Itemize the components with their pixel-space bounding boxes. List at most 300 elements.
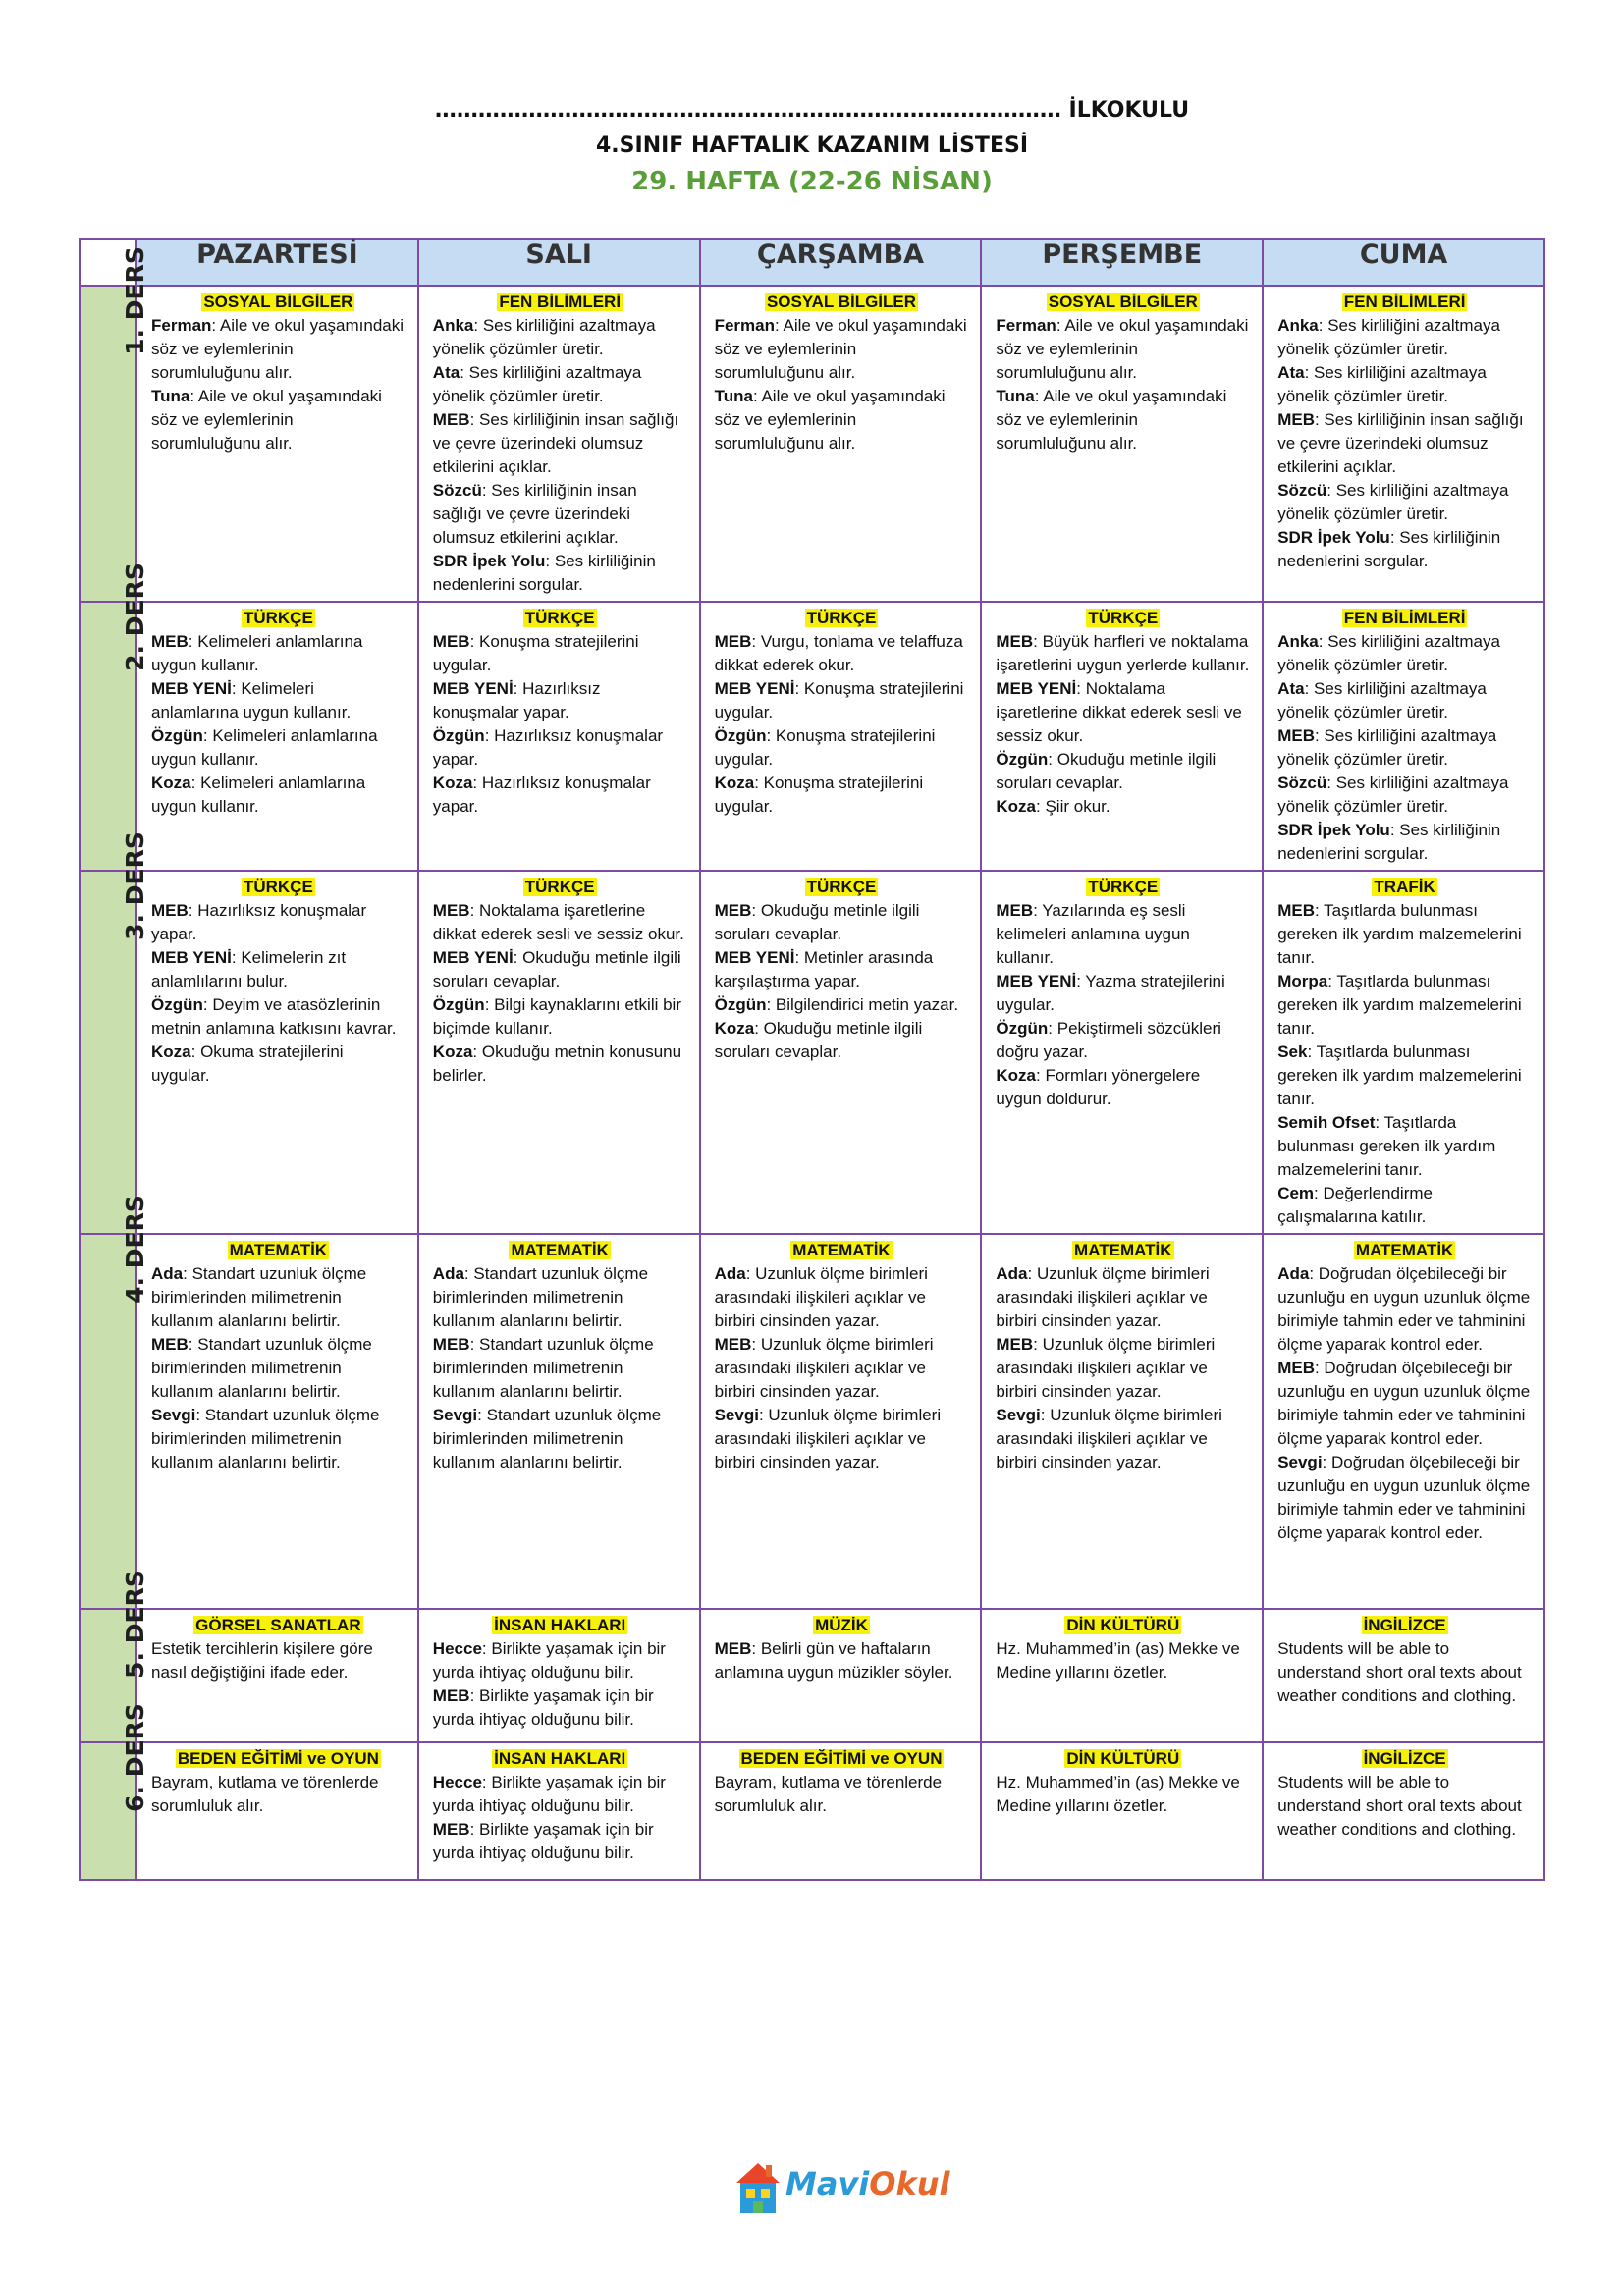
publisher-name: Sevgi	[432, 1406, 478, 1424]
outcome-text: : Metinler arasında karşılaştırma yapar.	[714, 948, 934, 990]
subject-highlight: İNSAN HAKLARI	[494, 1616, 626, 1634]
publisher-name: Tuna	[996, 387, 1035, 405]
publisher-name: Ferman	[714, 316, 776, 335]
publisher-name: MEB	[151, 632, 189, 651]
schedule-cell	[700, 871, 982, 1234]
subject-title	[715, 876, 969, 899]
outcome-text: : Okuduğu metinle ilgili soruları cevaplar.	[714, 1019, 923, 1061]
subject-highlight: TÜRKÇE	[806, 609, 877, 627]
publisher-name: Koza	[714, 774, 755, 792]
subject-highlight: DİN KÜLTÜRÜ	[1066, 1616, 1180, 1634]
outcome-entry	[1277, 1262, 1532, 1357]
outcome-text: : Bilgi kaynaklarını etkili bir biçimde kullanır.	[432, 995, 681, 1038]
subject-highlight: TÜRKÇE	[524, 609, 595, 627]
outcome-text: : Taşıtlarda bulunması gereken ilk yardım malzemelerini tanır.	[1277, 1042, 1522, 1108]
publisher-name: MEB	[151, 901, 189, 920]
publisher-name: Ada	[432, 1264, 464, 1283]
schedule-cell	[981, 1609, 1263, 1742]
publisher-name: Ada	[1277, 1264, 1310, 1283]
cell-content	[982, 603, 1262, 823]
outcome-entry	[715, 1017, 969, 1064]
cell-content	[982, 1610, 1262, 1688]
outcome-entry	[151, 1333, 406, 1404]
lesson-label: 3. DERS	[120, 831, 149, 940]
cell-content	[137, 1235, 417, 1478]
publisher-name: Özgün	[151, 995, 203, 1014]
subject-title	[433, 607, 687, 630]
subject-title	[715, 1239, 969, 1262]
outcome-text: : Taşıtlarda bulunması gereken ilk yardım malzemelerini tanır.	[1277, 972, 1522, 1038]
subject-title	[433, 1614, 687, 1637]
outcome-entry	[1277, 1451, 1532, 1545]
house-icon	[732, 2158, 784, 2216]
publisher-name: Sözcü	[432, 481, 482, 500]
outcome-text: : Ses kirliliğini azaltmaya yönelik çözümler üretir.	[432, 316, 656, 358]
publisher-name: Ata	[432, 363, 460, 382]
outcome-entry	[433, 1041, 687, 1088]
cell-content	[1264, 287, 1543, 577]
outcome-entry	[433, 1262, 687, 1333]
cell-content	[419, 1610, 699, 1735]
outcome-entry	[433, 946, 687, 993]
schedule-cell	[136, 871, 418, 1234]
outcome-text: : Aile ve okul yaşamındaki söz ve eylemlerinin sorumluluğunu alır.	[996, 387, 1227, 453]
outcome-entry	[715, 314, 969, 385]
cell-content	[419, 1235, 699, 1478]
schedule-cell	[418, 602, 700, 871]
publisher-name: Hecce	[432, 1773, 482, 1791]
outcome-text: : Ses kirliliğinin insan sağlığı ve çevre üzerindeki olumsuz etkilerini açıklar.	[1277, 410, 1524, 476]
schedule-cell	[700, 286, 982, 602]
schedule-cell	[1263, 1742, 1544, 1880]
schedule-cell	[418, 1742, 700, 1880]
document-title: 4.SINIF HAFTALIK KAZANIM LİSTESİ	[596, 133, 1028, 158]
lesson-label-cell	[80, 831, 149, 1234]
cell-content	[137, 287, 417, 459]
outcome-entry	[996, 899, 1250, 970]
outcome-entry	[151, 772, 406, 819]
outcome-entry	[1277, 1771, 1532, 1842]
outcome-text: : Birlikte yaşamak için bir yurda ihtiyaç olduğunu bilir.	[432, 1686, 654, 1729]
outcome-entry	[1277, 1357, 1532, 1451]
subject-highlight: FEN BİLİMLERİ	[1343, 293, 1466, 311]
outcome-text: : Büyük harfleri ve noktalama işaretlerini uygun yerlerde kullanır.	[996, 632, 1250, 674]
outcome-entry	[996, 748, 1250, 795]
publisher-name: MEB	[996, 632, 1034, 651]
publisher-name: Sek	[1277, 1042, 1308, 1061]
subject-title	[1277, 876, 1532, 899]
outcome-entry	[1277, 526, 1532, 573]
lesson-row	[80, 871, 1544, 1234]
publisher-name: MEB	[1277, 901, 1315, 920]
cell-content	[1264, 872, 1543, 1233]
subject-highlight: MÜZİK	[815, 1616, 868, 1634]
outcome-text: : Uzunluk ölçme birimleri arasındaki ilişkileri açıklar ve birbiri cinsinden yazar.	[714, 1264, 928, 1330]
subject-title	[1277, 1614, 1532, 1637]
outcome-text: : Ses kirliliğini azaltmaya yönelik çözümler üretir.	[1277, 679, 1487, 721]
publisher-name: Koza	[432, 774, 473, 792]
publisher-name: Özgün	[151, 726, 203, 745]
publisher-name: MEB YENİ	[151, 679, 232, 698]
lesson-label-cell	[80, 562, 149, 871]
outcome-text: : Ses kirliliğini azaltmaya yönelik çözümler üretir.	[1277, 774, 1509, 816]
outcome-text: : Birlikte yaşamak için bir yurda ihtiyaç olduğunu bilir.	[432, 1820, 654, 1862]
outcome-entry	[1277, 630, 1532, 677]
outcome-entry	[151, 1041, 406, 1088]
schedule-cell	[981, 1742, 1263, 1880]
publisher-name: Özgün	[432, 995, 485, 1014]
schedule-cell	[700, 1234, 982, 1609]
outcome-text: Hz. Muhammed’in (as) Mekke ve Medine yıllarını özetler.	[996, 1639, 1240, 1682]
outcome-text: : Ses kirliliğinin nedenlerini sorgular.	[1277, 821, 1501, 863]
publisher-name: Hecce	[432, 1639, 482, 1658]
subject-highlight: FEN BİLİMLERİ	[1343, 609, 1466, 627]
outcome-text: : Okuduğu metnin konusunu belirler.	[432, 1042, 682, 1085]
outcome-entry	[1277, 677, 1532, 724]
outcome-text: : Ses kirliliğinin nedenlerini sorgular.	[1277, 528, 1501, 570]
outcome-entry	[151, 993, 406, 1041]
outcome-text: : Konuşma stratejilerini uygular.	[432, 632, 639, 674]
outcome-entry	[433, 479, 687, 550]
outcome-text: : Noktalama işaretlerine dikkat ederek sesli ve sessiz okur.	[996, 679, 1242, 745]
cell-content	[1264, 1743, 1543, 1845]
outcome-text: : Doğrudan ölçebileceği bir uzunluğu en uygun uzunluk ölçme birimiyle tahmin eder ve tahminini ölçme yaparak kontrol eder.	[1277, 1264, 1531, 1354]
weekly-schedule-table	[79, 238, 1545, 1881]
mavi-okul-logo	[732, 2158, 950, 2218]
subject-highlight: TÜRKÇE	[1088, 609, 1159, 627]
outcome-entry	[996, 1771, 1250, 1818]
publisher-name: MEB	[1277, 1359, 1315, 1377]
outcome-text: : Konuşma stratejilerini uygular.	[714, 774, 924, 816]
outcome-entry	[433, 1684, 687, 1732]
schedule-cell	[418, 286, 700, 602]
subject-highlight: TÜRKÇE	[1088, 878, 1159, 896]
lesson-row	[80, 1609, 1544, 1742]
day-header-thursday: PERŞEMBE	[981, 239, 1263, 286]
subject-title	[151, 1614, 406, 1637]
publisher-name: Tuna	[714, 387, 753, 405]
subject-highlight: SOSYAL BİLGİLER	[203, 293, 353, 311]
outcome-entry	[433, 724, 687, 772]
subject-title	[715, 1614, 969, 1637]
publisher-name: Koza	[151, 1042, 191, 1061]
cell-content	[137, 1743, 417, 1822]
publisher-name: MEB	[432, 632, 470, 651]
outcome-entry	[433, 1637, 687, 1684]
outcome-text: : Aile ve okul yaşamındaki söz ve eylemlerinin sorumluluğunu alır.	[714, 387, 946, 453]
outcome-entry	[996, 677, 1250, 748]
publisher-name: Ada	[714, 1264, 746, 1283]
outcome-text: : Kelimeleri anlamlarına uygun kullanır.	[151, 726, 378, 769]
logo-text-okul: Okul	[869, 2165, 950, 2203]
outcome-entry	[715, 385, 969, 455]
outcome-text: : Hazırlıksız konuşmalar yapar.	[432, 726, 664, 769]
publisher-name: MEB	[714, 1335, 752, 1354]
subject-title	[996, 607, 1250, 630]
lesson-label-cell	[80, 1703, 149, 1880]
outcome-text: : Okuduğu metinle ilgili soruları cevaplar.	[714, 901, 920, 943]
subject-highlight: İNGİLİZCE	[1363, 1749, 1446, 1768]
lesson-label: 5. DERS	[120, 1570, 149, 1679]
outcome-text: : Ses kirliliğinin insan sağlığı ve çevre üzerindeki olumsuz etkilerini açıklar.	[432, 410, 679, 476]
publisher-name: MEB YENİ	[151, 948, 232, 967]
school-name: …………………………………………………………………………… İLKOKULU	[434, 98, 1190, 123]
outcome-text: : Ses kirliliğini azaltmaya yönelik çözümler üretir.	[1277, 632, 1500, 674]
outcome-text: : Konuşma stratejilerini uygular.	[714, 726, 936, 769]
outcome-text: Hz. Muhammed’in (as) Mekke ve Medine yıllarını özetler.	[996, 1773, 1240, 1815]
outcome-entry	[433, 630, 687, 677]
cell-content	[1264, 603, 1543, 870]
schedule-cell	[418, 871, 700, 1234]
outcome-entry	[996, 1262, 1250, 1333]
publisher-name: Tuna	[151, 387, 190, 405]
schedule-cell	[700, 1742, 982, 1880]
outcome-text: Bayram, kutlama ve törenlerde sorumluluk alır.	[151, 1773, 379, 1815]
publisher-name: MEB	[432, 1820, 470, 1839]
subject-highlight: TÜRKÇE	[806, 878, 877, 896]
subject-title	[715, 291, 969, 314]
publisher-name: Ata	[1277, 363, 1305, 382]
subject-title	[996, 1614, 1250, 1637]
outcome-text: : Uzunluk ölçme birimleri arasındaki ilişkileri açıklar ve birbiri cinsinden yazar.	[996, 1264, 1210, 1330]
schedule-cell	[1263, 286, 1544, 602]
cell-content	[419, 287, 699, 601]
outcome-text: : Aile ve okul yaşamındaki söz ve eylemlerinin sorumluluğunu alır.	[996, 316, 1249, 382]
subject-title	[996, 876, 1250, 899]
outcome-entry	[715, 1333, 969, 1404]
outcome-text: : Kelimeleri anlamlarına uygun kullanır.	[151, 774, 366, 816]
publisher-name: Anka	[1277, 632, 1319, 651]
publisher-name: Koza	[432, 1042, 473, 1061]
outcome-entry	[715, 630, 969, 677]
publisher-name: Semih Ofset	[1277, 1113, 1376, 1132]
outcome-entry	[715, 946, 969, 993]
outcome-text: : Uzunluk ölçme birimleri arasındaki ilişkileri açıklar ve birbiri cinsinden yazar.	[996, 1335, 1216, 1401]
outcome-entry	[433, 1333, 687, 1404]
schedule-cell	[136, 286, 418, 602]
publisher-name: MEB	[151, 1335, 189, 1354]
schedule-cell	[981, 286, 1263, 602]
outcome-entry	[996, 1333, 1250, 1404]
outcome-text: : Ses kirliliğinin nedenlerini sorgular.	[432, 552, 656, 594]
outcome-entry	[151, 677, 406, 724]
outcome-entry	[151, 630, 406, 677]
outcome-entry	[1277, 361, 1532, 408]
outcome-text: : Vurgu, tonlama ve telaffuza dikkat ederek okur.	[714, 632, 963, 674]
schedule-cell	[981, 1234, 1263, 1609]
cell-content	[419, 603, 699, 823]
publisher-name: Sözcü	[1277, 774, 1327, 792]
outcome-entry	[715, 993, 969, 1017]
outcome-text: : Okuduğu metinle ilgili soruları cevaplar.	[996, 750, 1217, 792]
subject-highlight: MATEMATİK	[1074, 1241, 1172, 1259]
outcome-entry	[1277, 314, 1532, 361]
subject-title	[151, 876, 406, 899]
subject-title	[433, 876, 687, 899]
subject-title	[151, 291, 406, 314]
publisher-name: MEB YENİ	[714, 679, 795, 698]
outcome-entry	[433, 1404, 687, 1474]
outcome-entry	[433, 408, 687, 479]
publisher-name: MEB	[1277, 410, 1315, 429]
outcome-entry	[151, 385, 406, 455]
outcome-entry	[715, 1404, 969, 1474]
outcome-entry	[996, 970, 1250, 1017]
publisher-name: MEB	[432, 1335, 470, 1354]
publisher-name: MEB YENİ	[996, 679, 1077, 698]
publisher-name: Sevgi	[1277, 1453, 1323, 1471]
subject-title	[151, 1239, 406, 1262]
cell-content	[137, 1610, 417, 1688]
subject-highlight: TÜRKÇE	[243, 609, 313, 627]
publisher-name: Cem	[1277, 1184, 1315, 1202]
outcome-entry	[1277, 772, 1532, 819]
publisher-name: SDR İpek Yolu	[1277, 821, 1390, 839]
cell-content	[1264, 1235, 1543, 1549]
subject-highlight: MATEMATİK	[511, 1241, 609, 1259]
outcome-text: : Yazma stratejilerini uygular.	[996, 972, 1225, 1014]
outcome-text: : Formları yönergelere uygun doldurur.	[996, 1066, 1201, 1108]
subject-highlight: TÜRKÇE	[524, 878, 595, 896]
outcome-text: : Yazılarında eş sesli kelimeleri anlamına uygun kullanır.	[996, 901, 1190, 967]
subject-highlight: İNSAN HAKLARI	[494, 1749, 626, 1768]
cell-content	[137, 872, 417, 1092]
subject-highlight: MATEMATİK	[1355, 1241, 1454, 1259]
schedule-cell	[136, 602, 418, 871]
outcome-entry	[996, 385, 1250, 455]
publisher-name: MEB YENİ	[432, 948, 514, 967]
publisher-name: SDR İpek Yolu	[1277, 528, 1390, 547]
subject-highlight: İNGİLİZCE	[1363, 1616, 1446, 1634]
outcome-text: Students will be able to understand short oral texts about weather conditions and clothing.	[1277, 1773, 1522, 1839]
publisher-name: MEB YENİ	[996, 972, 1077, 990]
outcome-text: : Uzunluk ölçme birimleri arasındaki ilişkileri açıklar ve birbiri cinsinden yazar.	[714, 1406, 942, 1471]
day-header-row	[80, 239, 1544, 286]
outcome-entry	[1277, 724, 1532, 772]
publisher-name: Koza	[714, 1019, 755, 1038]
schedule-cell	[1263, 1234, 1544, 1609]
outcome-entry	[1277, 479, 1532, 526]
outcome-text: : Okuduğu metinle ilgili soruları cevaplar.	[432, 948, 681, 990]
outcome-text: : Ses kirliliğinin insan sağlığı ve çevre üzerindeki olumsuz etkilerini açıklar.	[432, 481, 637, 547]
outcome-text: : Standart uzunluk ölçme birimlerinden milimetrenin kullanım alanlarını belirtir.	[151, 1406, 380, 1471]
week-title: 29. HAFTA (22-26 NİSAN)	[631, 167, 993, 196]
outcome-entry	[996, 314, 1250, 385]
publisher-name: MEB YENİ	[714, 948, 795, 967]
publisher-name: Özgün	[714, 726, 767, 745]
subject-highlight: SOSYAL BİLGİLER	[1048, 293, 1198, 311]
outcome-text: Students will be able to understand short oral texts about weather conditions and clothing.	[1277, 1639, 1522, 1705]
subject-title	[1277, 291, 1532, 314]
schedule-cell	[981, 871, 1263, 1234]
publisher-name: Sevgi	[714, 1406, 759, 1424]
outcome-entry	[1277, 1182, 1532, 1229]
schedule-cell	[418, 1609, 700, 1742]
lesson-row	[80, 602, 1544, 871]
publisher-name: Ada	[151, 1264, 184, 1283]
subject-highlight: GÖRSEL SANATLAR	[195, 1616, 361, 1634]
subject-highlight: MATEMATİK	[229, 1241, 328, 1259]
lesson-row	[80, 1742, 1544, 1880]
outcome-text: : Standart uzunluk ölçme birimlerinden milimetrenin kullanım alanlarını belirtir.	[151, 1264, 367, 1330]
outcome-entry	[715, 1262, 969, 1333]
outcome-text: : Kelimeleri anlamlarına uygun kullanır.	[151, 679, 352, 721]
cell-content	[701, 872, 981, 1068]
outcome-entry	[715, 1771, 969, 1818]
outcome-text: : Taşıtlarda bulunması gereken ilk yardım malzemelerini tanır.	[1277, 901, 1522, 967]
outcome-entry	[433, 677, 687, 724]
subject-title	[715, 1747, 969, 1771]
schedule-cell	[136, 1609, 418, 1742]
outcome-entry	[433, 361, 687, 408]
outcome-text: : Ses kirliliğini azaltmaya yönelik çözümler üretir.	[1277, 316, 1500, 358]
publisher-name: Sözcü	[1277, 481, 1327, 500]
publisher-name: Ferman	[996, 316, 1056, 335]
outcome-text: : Deyim ve atasözlerinin metnin anlamına katkısını kavrar.	[151, 995, 397, 1038]
cell-content	[701, 1235, 981, 1478]
day-header-monday: PAZARTESİ	[136, 239, 418, 286]
outcome-entry	[151, 314, 406, 385]
schedule-cell	[1263, 1609, 1544, 1742]
outcome-entry	[715, 772, 969, 819]
outcome-entry	[1277, 1111, 1532, 1182]
outcome-text: : Kelimelerin zıt anlamlılarını bulur.	[151, 948, 347, 990]
publisher-name: Sevgi	[996, 1406, 1041, 1424]
schedule-cell	[700, 602, 982, 871]
outcome-text: Bayram, kutlama ve törenlerde sorumluluk alır.	[714, 1773, 943, 1815]
publisher-name: SDR İpek Yolu	[432, 552, 546, 570]
lesson-label: 2. DERS	[120, 562, 149, 671]
outcome-entry	[433, 772, 687, 819]
cell-content	[701, 603, 981, 823]
outcome-entry	[996, 1064, 1250, 1111]
outcome-entry	[715, 724, 969, 772]
publisher-name: Anka	[1277, 316, 1319, 335]
outcome-text: : Konuşma stratejilerini uygular.	[714, 679, 964, 721]
schedule-cell	[1263, 602, 1544, 871]
publisher-name: Koza	[996, 797, 1037, 816]
cell-content	[137, 603, 417, 823]
outcome-text: : Standart uzunluk ölçme birimlerinden milimetrenin kullanım alanlarını belirtir.	[432, 1264, 649, 1330]
subject-title	[151, 1747, 406, 1771]
outcome-text: : Aile ve okul yaşamındaki söz ve eylemlerinin sorumluluğunu alır.	[151, 387, 382, 453]
outcome-text: : Birlikte yaşamak için bir yurda ihtiyaç olduğunu bilir.	[432, 1773, 666, 1815]
cell-content	[701, 1610, 981, 1688]
subject-title	[996, 291, 1250, 314]
cell-content	[1264, 1610, 1543, 1712]
day-header-friday: CUMA	[1263, 239, 1544, 286]
day-header-wednesday: ÇARŞAMBA	[700, 239, 982, 286]
publisher-name: MEB YENİ	[432, 679, 514, 698]
subject-highlight: BEDEN EĞİTİMİ ve OYUN	[177, 1749, 379, 1768]
publisher-name: MEB	[714, 632, 752, 651]
outcome-entry	[151, 1637, 406, 1684]
outcome-entry	[996, 1404, 1250, 1474]
publisher-name: Özgün	[996, 1019, 1049, 1038]
outcome-text: : Uzunluk ölçme birimleri arasındaki ilişkileri açıklar ve birbiri cinsinden yazar.	[996, 1406, 1222, 1471]
outcome-entry	[1277, 970, 1532, 1041]
publisher-name: Özgün	[996, 750, 1049, 769]
publisher-name: Özgün	[714, 995, 767, 1014]
outcome-entry	[1277, 819, 1532, 866]
outcome-entry	[433, 550, 687, 597]
outcome-text: : Kelimeleri anlamlarına uygun kullanır.	[151, 632, 363, 674]
publisher-name: Koza	[151, 774, 191, 792]
subject-title	[996, 1747, 1250, 1771]
schedule-cell	[136, 1742, 418, 1880]
schedule-cell	[700, 1609, 982, 1742]
outcome-text: : Şiir okur.	[1036, 797, 1110, 816]
